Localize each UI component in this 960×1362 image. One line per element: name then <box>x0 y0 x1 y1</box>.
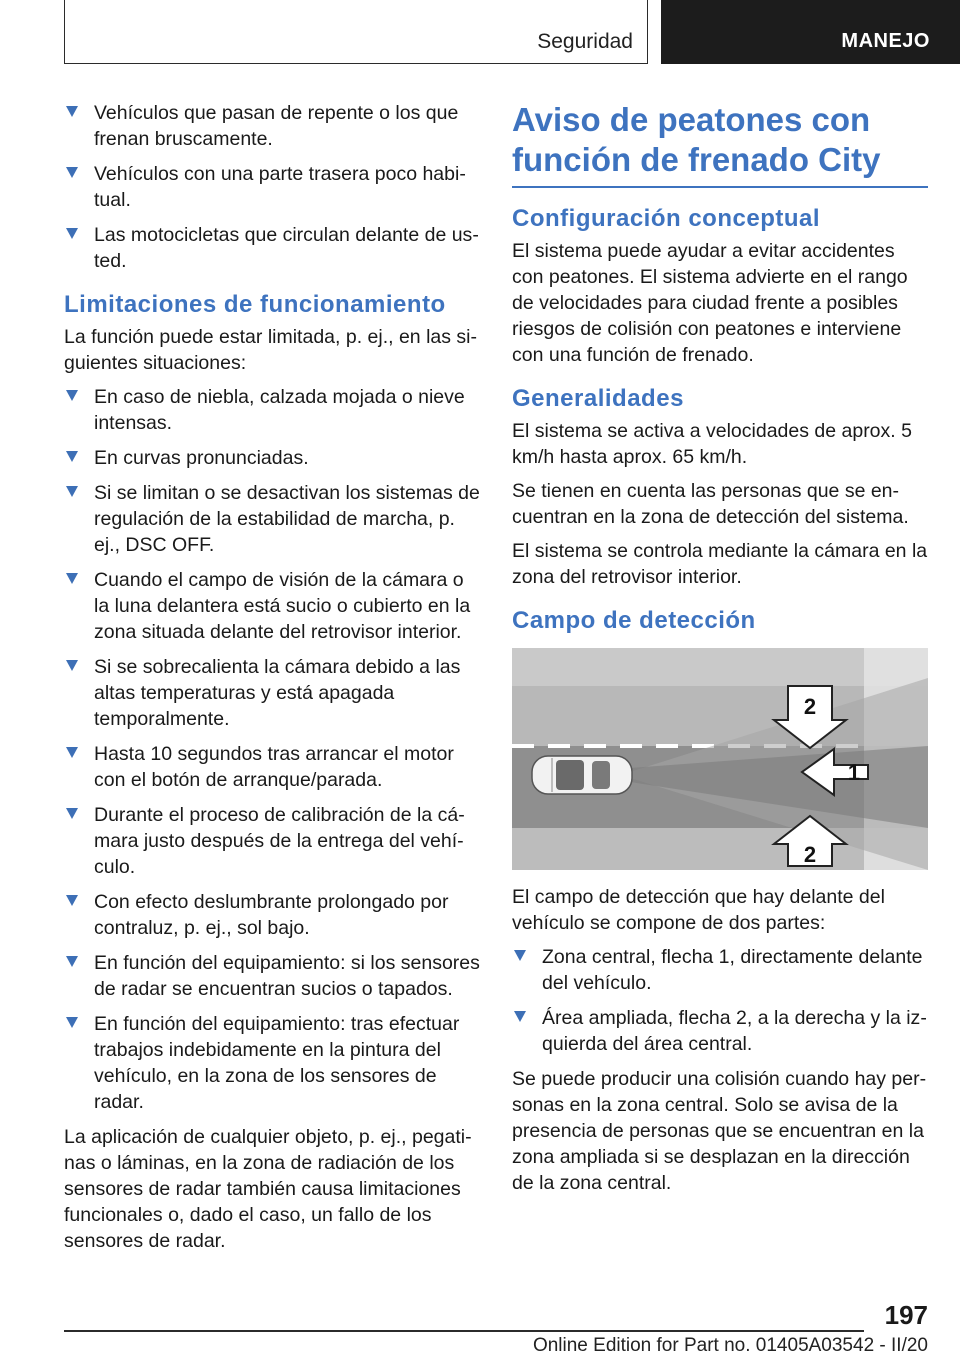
general-text: El sistema se controla mediante la cámara en la zona del retrovisor interior. <box>512 539 928 588</box>
list-item: Zona central, flecha 1, directamente delante del vehículo. <box>512 944 928 996</box>
triangle-bullet-icon <box>66 808 78 819</box>
footer-edition: Online Edition for Part no. 01405A03542 - II/20 <box>532 1335 928 1356</box>
intro-bullet-list <box>64 100 482 274</box>
limits-bullet-list <box>64 384 482 1115</box>
arrow-top-label: 2 <box>803 693 817 719</box>
page-title: Aviso de peatones con función de frenado City <box>512 101 881 178</box>
triangle-bullet-icon <box>66 573 78 584</box>
detection-closing: Se puede producir una colisión cuando hay personas en la zona central. Solo se avisa de la presencia de personas que se encuentran en la zona ampliada si se desplazan en la dirección de la zona central. <box>512 1067 927 1194</box>
triangle-bullet-icon <box>514 950 526 961</box>
general-heading: Generalidades <box>512 384 684 412</box>
triangle-bullet-icon <box>66 486 78 497</box>
concept-text: El sistema puede ayudar a evitar accidentes con peatones. El sistema advierte en el rango de velocidades para ciudad frente a posibles riesgos de colisión con peatones e interviene con una función de frenado. <box>512 239 908 366</box>
chapter-tab[interactable] <box>661 0 960 64</box>
list-item: Vehículos que pasan de repente o los que frenan bruscamente. <box>64 100 482 152</box>
detection-field-svg <box>512 648 928 870</box>
detection-field-illustration <box>512 648 928 870</box>
limits-closing: La aplicación de cualquier objeto, p. ej., pegatinas o láminas, en la zona de radiación de los sensores de radar también causa limitaciones funcionales o, dado el caso, un fallo de los sensores de radar. <box>64 1126 472 1252</box>
list-item: Cuando el campo de visión de la cámara o la luna delantera está sucio o cubierto en la zona situada delante del retrovisor interior. <box>64 567 482 645</box>
list-item: En curvas pronunciadas. <box>64 445 482 471</box>
general-text: El sistema se activa a velocidades de aprox. 5 km/h hasta aprox. 65 km/h. <box>512 419 912 468</box>
limits-intro: La función puede estar limitada, p. ej., en las siguientes situaciones: <box>64 326 477 374</box>
arrow-bottom-label: 2 <box>803 841 817 867</box>
triangle-bullet-icon <box>514 1011 526 1022</box>
list-item: Si se sobrecalienta la cámara debido a las altas temperaturas y está apagada temporalmente. <box>64 654 482 732</box>
footer-divider <box>64 1330 864 1332</box>
triangle-bullet-icon <box>66 167 78 178</box>
triangle-bullet-icon <box>66 1017 78 1028</box>
left-column <box>64 100 482 1262</box>
triangle-bullet-icon <box>66 451 78 462</box>
triangle-bullet-icon <box>66 228 78 239</box>
page-number: 197 <box>884 1300 928 1330</box>
triangle-bullet-icon <box>66 660 78 671</box>
list-item: Si se limitan o se desactivan los sistemas de regulación de la estabilidad de marcha, p. ej., DSC OFF. <box>64 480 482 558</box>
list-item: Vehículos con una parte trasera poco habitual. <box>64 161 482 213</box>
detection-heading: Campo de detección <box>512 606 756 634</box>
arrow-center-label: 1 <box>847 759 861 785</box>
triangle-bullet-icon <box>66 390 78 401</box>
detection-intro: El campo de detección que hay delante del vehículo se compone de dos partes: <box>512 885 885 934</box>
section-label: Seguridad <box>537 30 633 53</box>
list-item: Durante el proceso de calibración de la cámara justo después de la entrega del vehículo. <box>64 802 482 880</box>
title-divider <box>512 186 928 188</box>
triangle-bullet-icon <box>66 895 78 906</box>
list-item: En caso de niebla, calzada mojada o nieve intensas. <box>64 384 482 436</box>
right-column <box>512 100 928 1204</box>
general-text: Se tienen en cuenta las personas que se encuentran en la zona de detección del sistema. <box>512 479 909 528</box>
list-item: En función del equipamiento: si los sensores de radar se encuentran sucios o tapados. <box>64 950 482 1002</box>
list-item: En función del equipamiento: tras efectuar trabajos indebidamente en la pintura del vehículo, en la zona de los sensores de radar. <box>64 1011 482 1115</box>
list-item: Con efecto deslumbrante prolongado por contraluz, p. ej., sol bajo. <box>64 889 482 941</box>
detection-bullet-list <box>512 944 928 1057</box>
triangle-bullet-icon <box>66 956 78 967</box>
concept-heading: Configuración conceptual <box>512 204 821 232</box>
car-icon <box>532 756 632 794</box>
list-item: Las motocicletas que circulan delante de usted. <box>64 222 482 274</box>
chapter-label: MANEJO <box>841 30 930 52</box>
list-item: Hasta 10 segundos tras arrancar el motor con el botón de arranque/parada. <box>64 741 482 793</box>
triangle-bullet-icon <box>66 106 78 117</box>
limits-heading: Limitaciones de funcionamiento <box>64 291 446 318</box>
list-item: Área ampliada, flecha 2, a la derecha y la izquierda del área central. <box>512 1005 928 1057</box>
triangle-bullet-icon <box>66 747 78 758</box>
header-frame <box>64 0 648 64</box>
